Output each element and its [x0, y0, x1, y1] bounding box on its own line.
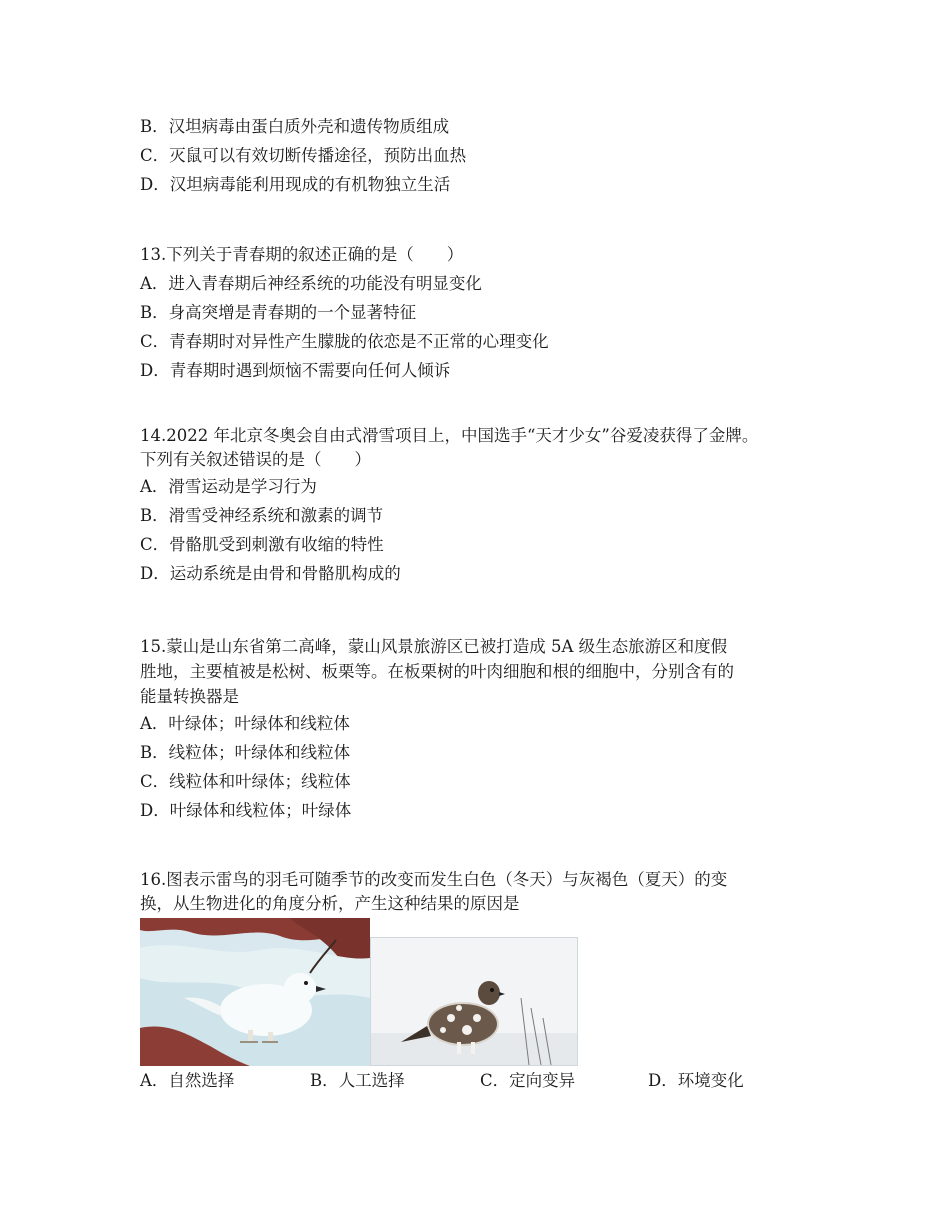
- q13-option-b: B．身高突增是青春期的一个显著特征: [140, 303, 417, 322]
- q15-option-d: D．叶绿体和线粒体；叶绿体: [140, 801, 352, 820]
- winter-ptarmigan-illustration: [140, 918, 370, 1066]
- q14-stem-line-1: 14.2022 年北京冬奥会自由式滑雪项目上，中国选手“天才少女”谷爱凌获得了金牌。: [140, 426, 759, 445]
- ptarmigan-figure: [140, 918, 840, 1066]
- q12-option-b: B．汉坦病毒由蛋白质外壳和遗传物质组成: [140, 117, 450, 136]
- q14-option-b: B．滑雪受神经系统和激素的调节: [140, 506, 384, 525]
- question-15: [140, 634, 840, 825]
- q16-option-c: C．定向变异: [480, 1071, 576, 1090]
- q16-stem-line-1: 16.图表示雷鸟的羽毛可随季节的改变而发生白色（冬天）与灰褐色（夏天）的变: [140, 870, 728, 889]
- q16-stem-line-2: 换，从生物进化的角度分析，产生这种结果的原因是: [140, 894, 520, 913]
- q12-option-d: D．汉坦病毒能利用现成的有机物独立生活: [140, 175, 451, 194]
- summer-ptarmigan-illustration: [371, 938, 577, 1065]
- q13-option-d: D．青春期时遇到烦恼不需要向任何人倾诉: [140, 361, 451, 380]
- q13-stem: 13.下列关于青春期的叙述正确的是（ ）: [140, 245, 464, 264]
- question-16: [140, 868, 840, 1095]
- q14-option-d: D．运动系统是由骨和骨骼肌构成的: [140, 564, 401, 583]
- q12-option-c: C．灭鼠可以有效切断传播途径，预防出血热: [140, 146, 467, 165]
- winter-ptarmigan-image: [140, 918, 370, 1066]
- q16-options: [140, 1066, 840, 1095]
- question-14: [140, 424, 840, 588]
- q14-option-a: A．滑雪运动是学习行为: [140, 477, 317, 496]
- q14-option-c: C．骨骼肌受到刺激有收缩的特性: [140, 535, 384, 554]
- q15-stem-line-1: 15.蒙山是山东省第二高峰，蒙山风景旅游区已被打造成 5A 级生态旅游区和度假: [140, 637, 728, 656]
- q16-option-d: D．环境变化: [648, 1071, 744, 1090]
- question-13: [140, 240, 840, 385]
- q16-option-a: A．自然选择: [140, 1071, 235, 1090]
- question-12-tail: [140, 112, 840, 199]
- q14-stem-line-2: 下列有关叙述错误的是（ ）: [140, 450, 371, 469]
- q15-option-b: B．线粒体；叶绿体和线粒体: [140, 743, 351, 762]
- summer-ptarmigan-image: [370, 937, 578, 1066]
- q15-stem-line-3: 能量转换器是: [140, 687, 239, 706]
- q16-option-b: B．人工选择: [310, 1071, 405, 1090]
- q15-stem-line-2: 胜地，主要植被是松树、板栗等。在板栗树的叶肉细胞和根的细胞中，分别含有的: [140, 662, 734, 681]
- q15-option-a: A．叶绿体；叶绿体和线粒体: [140, 714, 350, 733]
- q13-option-c: C．青春期时对异性产生朦胧的依恋是不正常的心理变化: [140, 332, 549, 351]
- q13-option-a: A．进入青春期后神经系统的功能没有明显变化: [140, 274, 482, 293]
- q15-option-c: C．线粒体和叶绿体；线粒体: [140, 772, 351, 791]
